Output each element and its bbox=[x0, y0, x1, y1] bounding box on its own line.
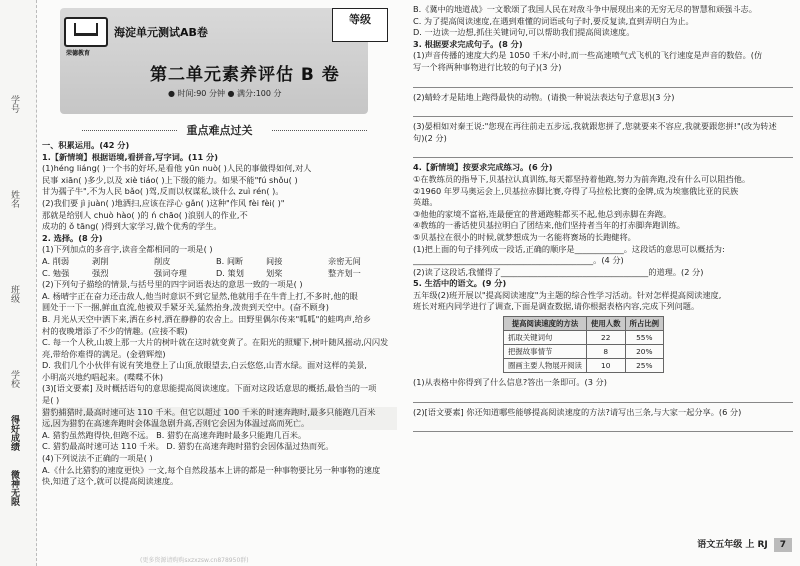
option-text: 强词夺理 bbox=[154, 267, 187, 278]
option-text: 间接 bbox=[266, 255, 283, 266]
question-text: 亮,带给你难得的满足。(金碧辉煌) bbox=[42, 348, 166, 359]
table-cell: 22 bbox=[586, 331, 625, 345]
question-text: 那就是给别人 chuò hào( )的 ń chāo( )浪别人的作业,不 bbox=[42, 209, 248, 220]
side-label-id: 学号 bbox=[9, 95, 19, 113]
option-text: 亲密无间 bbox=[328, 255, 361, 266]
answer-line bbox=[413, 420, 793, 432]
page-title: 第二单元素养评估 B 卷 bbox=[150, 65, 340, 85]
question-text: 民事 xiān( )多少,以及 xiè tiáo( )上下级的能力。如果不能"fú shǒu( ) bbox=[42, 174, 298, 185]
question-text: D. 我们几个小伙伴有说有笑地登上了山顶,放眼望去,白云悠悠,山青水绿。面对这样的美景, bbox=[42, 360, 367, 371]
question-text: 英雄。 bbox=[413, 197, 438, 208]
option-text: B. 间断 bbox=[216, 255, 244, 266]
question-text: ②1960 年罗马奥运会上,贝基拉赤脚比赛,夺得了马拉松比赛的金牌,成为埃塞俄比亚的民族 bbox=[413, 185, 739, 196]
side-label-school: 学校 bbox=[9, 370, 19, 388]
question-text: 村的夜晚增添了不少的情趣。(应接不暇) bbox=[42, 325, 188, 336]
table-cell: 把握故事情节 bbox=[504, 345, 587, 359]
question-text: A. 杨晴宇正在奋力还击敌人,他当时意识不到它显然,他就用手在牛背上打,不多时,他的眼 bbox=[42, 290, 358, 301]
answer-line bbox=[413, 105, 793, 117]
question-text: (2)我们要 jì juàn( )地洒扫,应该在浮心 gǎn( )这种"作风 fèi fèi( )" bbox=[42, 197, 285, 208]
page-number: 7 bbox=[774, 538, 792, 552]
book-label: 语文五年级 上 RJ bbox=[697, 540, 768, 550]
question-heading: 4.【新情境】按要求完成练习。(6 分) bbox=[413, 162, 553, 173]
question-text: (2)蜻蛉才是陆地上跑得最快的动物。(请换一种说法表达句子意思)(3 分) bbox=[413, 91, 675, 102]
question-text: (3)晏相如对秦王说:"您现在再往前走五步远,我就跟您拼了,您就要来不容应,我就要跟您拼!"(改为转述 bbox=[413, 121, 777, 132]
question-text: B.《冀中的地道战》一文歌颂了我国人民在对敌斗争中展现出来的无穷无尽的智慧和顽强斗志。 bbox=[413, 4, 757, 14]
table-cell: 55% bbox=[625, 331, 664, 345]
answer-line bbox=[413, 76, 793, 88]
question-text: 小明高兴地约唱起来。(喋喋不休) bbox=[42, 371, 164, 382]
option-row bbox=[42, 268, 397, 280]
question-text: 快,知道了这个,就可以提高阅读速度。 bbox=[42, 476, 179, 487]
question-text: B. 月光从天空中洒下来,洒在乡村,洒在静静的农舍上。田野里偶尔传来"呱呱"的蛙鸣声,给乡 bbox=[42, 313, 372, 324]
option-text: 强烈 bbox=[92, 267, 109, 278]
option-text: A. 削弱 bbox=[42, 255, 70, 266]
question-text: 是( ) bbox=[42, 395, 60, 406]
table-header: 所占比例 bbox=[625, 317, 664, 331]
option-text: 削皮 bbox=[154, 255, 171, 266]
question-heading: 1.【新情境】根据语境,看拼音,写字词。(11 分) bbox=[42, 151, 218, 162]
question-text: ①在教练员的指导下,贝基拉认真训练,每天都坚持着他跑,努力为前奔跑,没有什么可以阻挡他。 bbox=[413, 173, 751, 184]
option-text: 划桨 bbox=[266, 267, 283, 278]
question-heading: 2. 选择。(8 分) bbox=[42, 232, 103, 243]
question-heading: 5. 生活中的语文。(9 分) bbox=[413, 278, 507, 289]
option-text: C. 勉强 bbox=[42, 267, 70, 278]
page-footer bbox=[697, 537, 792, 552]
side-slogan-b: 得好成绩 bbox=[9, 415, 19, 451]
exam-meta: ● 时间:90 分钟 ● 满分:100 分 bbox=[168, 89, 282, 98]
question-text: C. 每一个人秋,山坡上那一大片的树叶就在这时就变黄了。在阳光的照耀下,树叶随风摇动,闪闪发 bbox=[42, 337, 389, 348]
question-text: 远,因为猎豹在高速奔跑时会体温急剧升高,否则它会因为体温过高而死亡。 bbox=[42, 418, 397, 430]
question-text: (3)[语文要素] 及时概括语句的意思能提高阅读速度。下面对这段话意思的概括,最恰当的一项 bbox=[42, 383, 377, 394]
grade-box: 等级 bbox=[332, 8, 388, 42]
option-row bbox=[42, 256, 397, 268]
question-heading: 一、积累运用。(42 分) bbox=[42, 140, 130, 150]
table-row bbox=[504, 345, 664, 359]
question-text: (1)héng liáng( )一个书的好坏,是看他 yūn nuò( )人民的事做得如何,对人 bbox=[42, 163, 312, 174]
question-text: 猎豹捕猎时,最高时速可达 110 千米。但它以超过 100 千米的时速奔跑时,最多只能跑几百米 bbox=[42, 407, 397, 419]
question-text: 写一个将两种事物进行比较的句子)(3 分) bbox=[413, 61, 562, 72]
question-text: 五年级(2)班开展以"提高阅读速度"为主题的综合性学习活动。针对怎样提高阅读速度, bbox=[413, 289, 722, 300]
question-text: 句)(2 分) bbox=[413, 132, 447, 143]
question-text: ④教练的一番话使贝基拉明白了团结来,他们坚持者当年的打赤脚奔跑训练。 bbox=[413, 220, 685, 231]
question-text: C. 为了提高阅读速度,在遇到难懂的词语或句子时,要反复读,直到弄明白为止。 bbox=[413, 15, 694, 26]
question-text: ③他他的家境不富裕,连最便宜的普通跑鞋都买不起,他总到赤脚在奔跑。 bbox=[413, 208, 672, 219]
table-cell: 8 bbox=[586, 345, 625, 359]
question-text: 班长对班内同学进行了调查,下面是调查数据,请你根据表格内容,完成下列问题。 bbox=[413, 301, 700, 312]
question-text: (2)[语文要素] 你还知道哪些能够提高阅读速度的方法?请写出三条,与大家一起分享。(6 分) bbox=[413, 406, 742, 417]
question-text: A.《什么比猎豹的速度更快》一文,每个自然段基本上讲的都是一种事物要比另一种事物的速度 bbox=[42, 464, 381, 475]
header bbox=[42, 4, 397, 122]
question-text: (1)从表格中你得到了什么信息?答出一条即可。(3 分) bbox=[413, 377, 607, 388]
brand-logo-icon bbox=[64, 17, 108, 47]
question-text: 成功的 ǒ tāng( )得到大家学习,做个优秀的学生。 bbox=[42, 221, 222, 232]
question-text: D. 一边读一边想,抓住关键词句,可以帮助我们提高阅读速度。 bbox=[413, 27, 635, 38]
section-title: 重点难点过关 bbox=[42, 122, 397, 140]
table-cell: 圈画主要人物展开阅读 bbox=[504, 359, 587, 373]
table-row bbox=[504, 359, 664, 373]
option-text: 剥削 bbox=[92, 255, 109, 266]
table-cell: 抓取关键词句 bbox=[504, 331, 587, 345]
watermark: (更多资源请购购sxzxzsw.cn878950群) bbox=[140, 557, 249, 564]
question-text: ____________________________________________。(4 分) bbox=[413, 255, 624, 266]
option-text: D. 策划 bbox=[216, 267, 244, 278]
binding-margin bbox=[0, 0, 37, 566]
left-body bbox=[42, 140, 397, 488]
question-text: (4)下列说法不正确的一项是( ) bbox=[42, 453, 153, 464]
right-column bbox=[413, 4, 793, 560]
side-label-class: 班级 bbox=[9, 285, 19, 303]
question-text: (2)下列句子描绘的情景,与括号里的四字词语表达的意思一致的一项是( ) bbox=[42, 279, 303, 290]
side-label-name: 姓名 bbox=[9, 190, 19, 208]
question-text: A. 猎豹虽然跑得快,但跑不远。 B. 猎豹在高速奔跑时最多只能跑几百米。 bbox=[42, 429, 307, 440]
answer-line bbox=[413, 146, 793, 158]
question-text: (2)读了这段话,我懂得了____________________________________的道理。(2 分) bbox=[413, 266, 704, 277]
brand-logo-text: 荣德教育 bbox=[66, 50, 91, 57]
table-cell: 25% bbox=[625, 359, 664, 373]
right-body bbox=[413, 4, 793, 432]
question-text: (1)把上面的句子排列成一段话,正确的顺序是____________。这段话的意思可以概括为: bbox=[413, 243, 725, 254]
option-text: 整齐划一 bbox=[328, 267, 361, 278]
brand-name: 海淀单元测试AB卷 bbox=[114, 26, 208, 39]
table-header: 使用人数 bbox=[586, 317, 625, 331]
question-text: 圆处于一下一捆,鲜血直流,他被双手紧牙关,猛然抬身,泼贵到天空中。(奋不顾身) bbox=[42, 302, 329, 313]
table-cell: 20% bbox=[625, 345, 664, 359]
table-row bbox=[504, 331, 664, 345]
table-header: 提高阅读速度的方法 bbox=[504, 317, 587, 331]
question-text: C. 猎豹最高时速可达 110 千米。 D. 猎豹在高速奔跑时猎豹会因体温过热而死。 bbox=[42, 441, 334, 452]
question-text: 甘为孺子牛",不为人民 bǎo( )驾,反而以权谋私,谈什么 zuì rén( )。 bbox=[42, 186, 284, 197]
question-text: (1)下列加点的多音字,读音全都相同的一项是( ) bbox=[42, 244, 213, 255]
answer-line bbox=[413, 391, 793, 403]
left-column bbox=[42, 4, 397, 560]
side-slogan-a: 微神无限 bbox=[9, 470, 19, 506]
table-cell: 10 bbox=[586, 359, 625, 373]
survey-table bbox=[503, 316, 664, 373]
title-banner bbox=[60, 8, 371, 114]
question-text: ⑤贝基拉在很小的时候,就梦想成为一名能将赛场的长跑健将。 bbox=[413, 231, 636, 242]
question-heading: 3. 根据要求完成句子。(8 分) bbox=[413, 38, 523, 49]
question-text: (1)声音传播的速度大约是 1050 千米/小时,而一些高速喷气式飞机的飞行速度是声音的数倍。(仿 bbox=[413, 50, 763, 61]
